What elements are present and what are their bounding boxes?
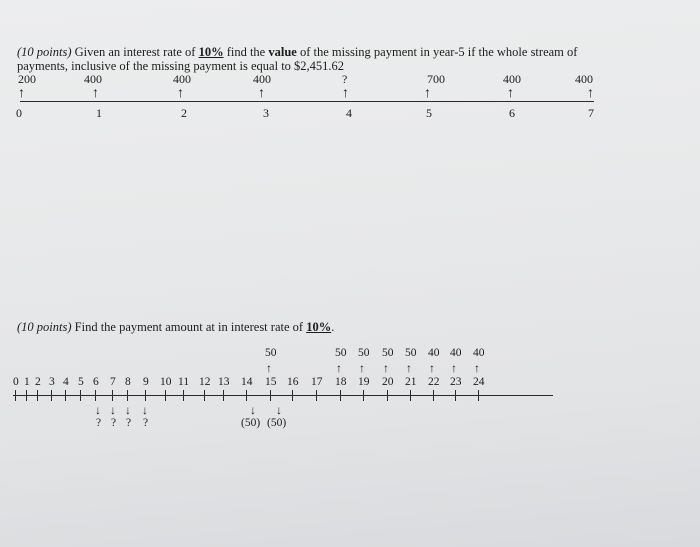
period-label-13: 13 — [218, 376, 230, 388]
arrow-up-icon: ↑ — [336, 361, 342, 375]
problem1-line2: payments, inclusive of the missing payment is equal to $2,451.62 — [17, 59, 345, 73]
problem2-axis — [13, 395, 553, 396]
arrow-down-icon: ↓ — [250, 403, 256, 417]
cashflow-value: 50 — [358, 347, 370, 359]
year-label-5: 5 — [426, 106, 432, 120]
period-tick — [15, 390, 16, 401]
arrow-up-icon: ↑ — [451, 361, 457, 375]
period-tick — [26, 390, 27, 401]
period-label-8: 8 — [125, 376, 131, 388]
period-tick — [80, 390, 81, 401]
period-label-15: 15 — [265, 376, 277, 388]
period-tick — [410, 390, 411, 401]
period-tick — [340, 390, 341, 401]
year-label-1: 1 — [96, 106, 102, 120]
period-label-9: 9 — [143, 376, 149, 388]
problem1-text-b: find the — [223, 45, 269, 59]
period-label-21: 21 — [405, 376, 417, 388]
period-tick — [478, 390, 479, 401]
known-outflow: (50) — [241, 417, 261, 429]
period-label-16: 16 — [287, 376, 299, 388]
arrow-down-icon: ↓ — [95, 403, 101, 417]
period-tick — [37, 390, 38, 401]
period-label-18: 18 — [335, 376, 347, 388]
period-label-1: 1 — [24, 376, 30, 388]
period-label-11: 11 — [178, 376, 190, 388]
year-label-2: 2 — [181, 106, 187, 120]
period-label-5: 5 — [78, 376, 84, 388]
year-label-7: 7 — [588, 106, 594, 120]
period-label-7: 7 — [110, 376, 116, 388]
period-tick — [316, 390, 317, 401]
period-label-12: 12 — [199, 376, 211, 388]
payment-year-2: 400 — [173, 72, 191, 86]
problem2-period: . — [331, 320, 335, 334]
problem1-bold-word: value — [268, 45, 297, 59]
problem1-line1 — [17, 45, 577, 59]
cashflow-value: 50 — [382, 347, 394, 359]
year-label-0: 0 — [16, 106, 22, 120]
cashflow-value: 50 — [335, 347, 347, 359]
arrow-up-icon: ↑ — [429, 361, 435, 375]
period-tick — [65, 390, 66, 401]
period-label-3: 3 — [49, 376, 55, 388]
unknown-payment: ? — [96, 417, 102, 429]
cashflow-value: 40 — [428, 347, 440, 359]
unknown-payment: ? — [126, 417, 132, 429]
problem2-text: Find the payment amount at in interest rate of — [71, 320, 307, 334]
period-tick — [165, 390, 166, 401]
period-label-17: 17 — [311, 376, 323, 388]
arrow-up-icon: ↑ — [383, 361, 389, 375]
arrow-up-icon: ↑ — [359, 361, 365, 375]
arrow-up-icon: ↑ — [177, 86, 184, 101]
period-tick — [387, 390, 388, 401]
period-label-22: 22 — [428, 376, 440, 388]
arrow-up-icon: ↑ — [18, 86, 25, 101]
period-tick — [433, 390, 434, 401]
payment-year-0: 200 — [18, 72, 36, 86]
period-label-23: 23 — [450, 376, 462, 388]
arrow-up-icon: ↑ — [266, 361, 272, 375]
arrow-up-icon: ↑ — [424, 86, 431, 101]
year-label-4: 4 — [346, 106, 352, 120]
arrow-up-icon: ↑ — [587, 86, 594, 101]
known-outflow: (50) — [267, 417, 287, 429]
year-label-6: 6 — [509, 106, 515, 120]
period-tick — [223, 390, 224, 401]
year-label-3: 3 — [263, 106, 269, 120]
period-tick — [455, 390, 456, 401]
cashflow-value: 40 — [450, 347, 462, 359]
period-tick — [246, 390, 247, 401]
arrow-down-icon: ↓ — [276, 403, 282, 417]
period-tick — [183, 390, 184, 401]
period-label-4: 4 — [63, 376, 69, 388]
arrow-up-icon: ↑ — [342, 86, 349, 101]
payment-year-7: 400 — [575, 72, 593, 86]
period-label-24: 24 — [473, 376, 485, 388]
arrow-down-icon: ↓ — [110, 403, 116, 417]
period-tick — [51, 390, 52, 401]
period-label-6: 6 — [93, 376, 99, 388]
period-tick — [112, 390, 113, 401]
period-tick — [292, 390, 293, 401]
period-label-14: 14 — [241, 376, 253, 388]
cashflow-value: 50 — [405, 347, 417, 359]
period-label-19: 19 — [358, 376, 370, 388]
arrow-up-icon: ↑ — [92, 86, 99, 101]
period-tick — [270, 390, 271, 401]
period-label-0: 0 — [13, 376, 19, 388]
period-tick — [145, 390, 146, 401]
arrow-up-icon: ↑ — [406, 361, 412, 375]
problem1-rate: 10% — [198, 45, 224, 59]
period-label-20: 20 — [382, 376, 394, 388]
cashflow-value: 50 — [265, 347, 277, 359]
timeline-axis — [20, 101, 594, 102]
arrow-down-icon: ↓ — [125, 403, 131, 417]
problem1-points: (10 points) — [17, 45, 72, 59]
arrow-up-icon: ↑ — [507, 86, 514, 101]
payment-year-4: ? — [342, 72, 348, 86]
period-tick — [363, 390, 364, 401]
cashflow-value: 40 — [473, 347, 485, 359]
arrow-down-icon: ↓ — [142, 403, 148, 417]
unknown-payment: ? — [143, 417, 149, 429]
arrow-up-icon: ↑ — [474, 361, 480, 375]
payment-year-1: 400 — [84, 72, 102, 86]
period-label-10: 10 — [160, 376, 172, 388]
payment-year-6: 400 — [503, 72, 521, 86]
period-tick — [95, 390, 96, 401]
payment-year-5: 700 — [427, 72, 445, 86]
problem2-points: (10 points) — [17, 320, 72, 334]
payment-year-3: 400 — [253, 72, 271, 86]
period-label-2: 2 — [35, 376, 41, 388]
problem1-text-a: Given an interest rate of — [71, 45, 199, 59]
problem2-rate: 10% — [306, 320, 332, 334]
arrow-up-icon: ↑ — [258, 86, 265, 101]
problem2-heading — [17, 320, 334, 334]
unknown-payment: ? — [111, 417, 117, 429]
problem1-text-c: of the missing payment in year-5 if the whole stream of — [296, 45, 578, 59]
period-tick — [204, 390, 205, 401]
period-tick — [127, 390, 128, 401]
